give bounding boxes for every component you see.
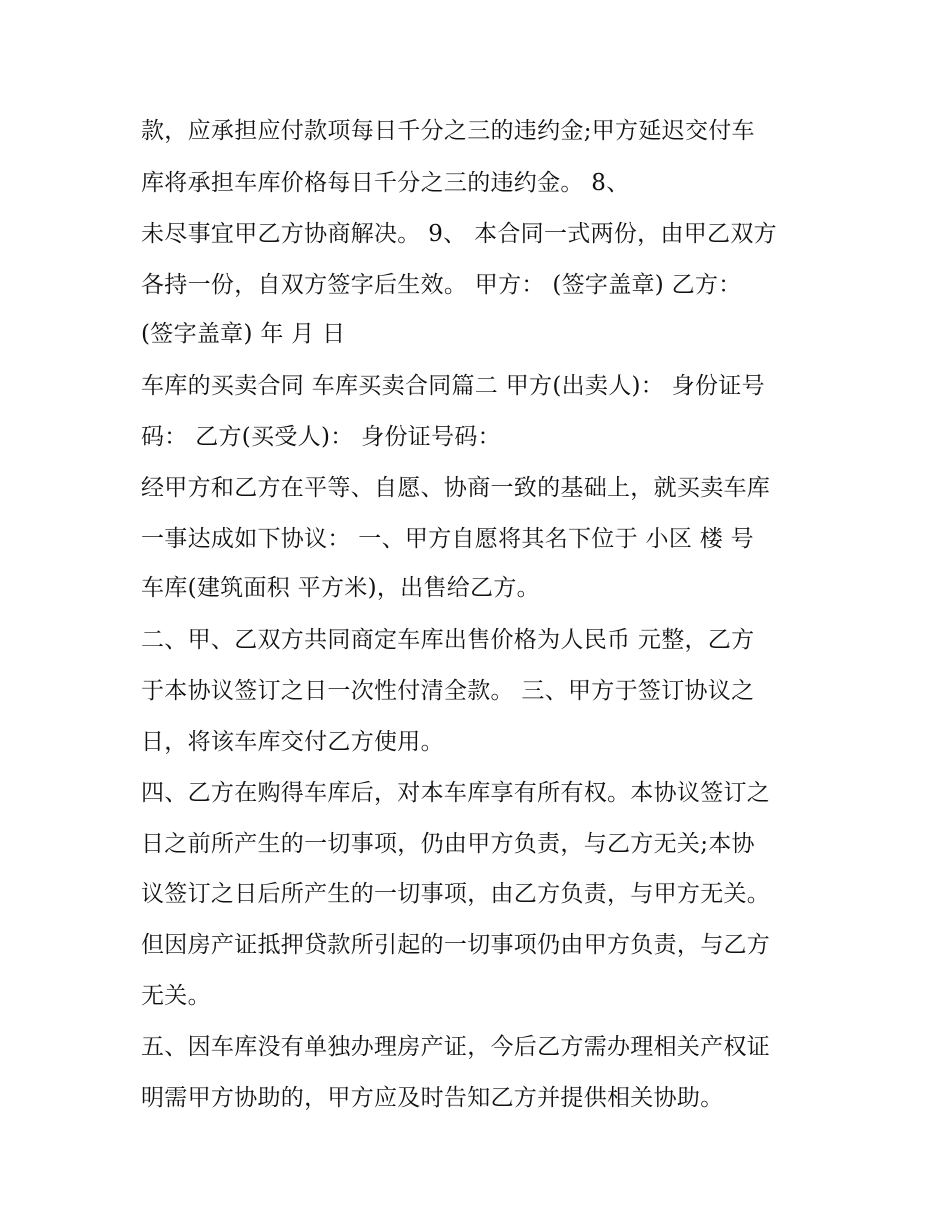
text-line: 车库的买卖合同 车库买卖合同篇二 甲方(出卖人)： 身份证号 (141, 373, 765, 399)
text-line: 未尽事宜甲乙方协商解决。 9、 本合同一式两份，由甲乙双方 (141, 221, 777, 247)
text-line: (签字盖章) 年 月 日 (141, 321, 346, 347)
text-line: 二、甲、乙双方共同商定车库出售价格为人民币 元整，乙方 (141, 627, 755, 653)
text-line: 日，将该车库交付乙方使用。 (141, 729, 444, 755)
text-line: 五、因车库没有单独办理房产证，今后乙方需办理相关产权证 (141, 1034, 771, 1060)
text-line: 库将承担车库价格每日千分之三的违约金。 8、 (141, 170, 630, 196)
text-line: 明需甲方协助的，甲方应及时告知乙方并提供相关协助。 (141, 1085, 724, 1111)
text-line: 一事达成如下协议： 一、甲方自愿将其名下位于 小区 楼 号 (141, 526, 754, 552)
text-line: 议签订之日后所产生的一切事项，由乙方负责，与甲方无关。 (141, 881, 771, 907)
text-line: 经甲方和乙方在平等、自愿、协商一致的基础上，就买卖车库 (141, 475, 771, 501)
text-line: 码： 乙方(买受人)： 身份证号码： (141, 424, 501, 450)
text-line: 于本协议签订之日一次性付清全款。 三、甲方于签订协议之 (141, 678, 755, 704)
text-line: 日之前所产生的一切事项，仍由甲方负责，与乙方无关;本协 (141, 831, 755, 857)
text-line: 车库(建筑面积 平方米)，出售给乙方。 (141, 575, 540, 601)
text-line: 但因房产证抵押贷款所引起的一切事项仍由甲方负责，与乙方 (141, 932, 771, 958)
text-line: 款，应承担应付款项每日千分之三的违约金;甲方延迟交付车 (141, 118, 755, 144)
text-line: 无关。 (141, 983, 211, 1009)
text-line: 四、乙方在购得车库后，对本车库享有所有权。本协议签订之 (141, 780, 771, 806)
text-line: 各持一份，自双方签字后生效。 甲方： (签字盖章) 乙方： (141, 272, 742, 298)
